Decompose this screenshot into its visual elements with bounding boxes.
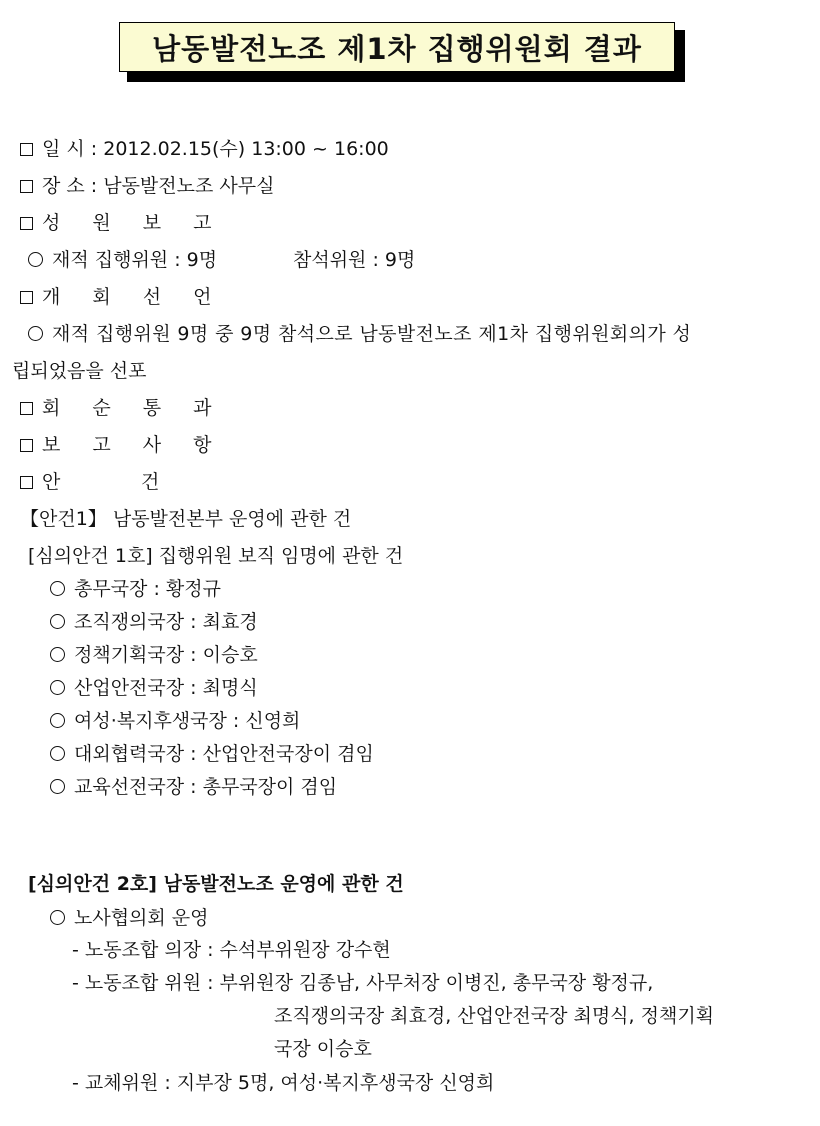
list-item-chair: - 노동조합 의장 : 수석부위원장 강수현	[72, 939, 391, 961]
line-items-heading-b: 건	[141, 471, 160, 493]
square-bullet-icon	[20, 476, 33, 489]
circle-bullet-icon	[28, 326, 43, 341]
circle-bullet-icon	[50, 614, 65, 629]
list-item-members-cont: 조직쟁의국장 최효경, 산업안전국장 최명식, 정책기획	[274, 1005, 715, 1027]
line-item-1: 【안건1】 남동발전본부 운영에 관한 건	[20, 508, 352, 530]
circle-bullet-icon	[50, 910, 65, 925]
line-opening-statement: 재적 집행위원 9명 중 9명 참석으로 남동발전노조 제1차 집행위원회의가 성	[28, 322, 691, 346]
line-deliberation-1: [심의안건 1호] 집행위원 보직 임명에 관한 건	[28, 545, 404, 567]
list-item-appointment: 여성·복지후생국장 : 신영희	[50, 709, 300, 733]
list-item-alternates: - 교체위원 : 지부장 5명, 여성·복지후생국장 신영희	[72, 1072, 495, 1094]
list-item-members: - 노동조합 위원 : 부위원장 김종남, 사무처장 이병진, 총무국장 황정규,	[72, 972, 654, 994]
list-item-appointment: 산업안전국장 : 최명식	[50, 676, 258, 700]
line-agenda-approval-heading: 회 순 통 과	[20, 396, 225, 420]
line-deliberation-2: [심의안건 2호] 남동발전노조 운영에 관한 건	[28, 873, 404, 895]
circle-bullet-icon	[50, 647, 65, 662]
square-bullet-icon	[20, 180, 33, 193]
line-items-heading: 안	[20, 470, 60, 494]
list-item-appointment: 정책기획국장 : 이승호	[50, 643, 258, 667]
list-item-appointment: 총무국장 : 황정규	[50, 577, 221, 601]
list-item-council: 노사협의회 운영	[50, 906, 209, 930]
square-bullet-icon	[20, 402, 33, 415]
line-quorum-count: 재적 집행위원 : 9명	[28, 248, 217, 272]
line-place: 장 소 : 남동발전노조 사무실	[20, 174, 274, 198]
line-opening-heading: 개 회 선 언	[20, 285, 225, 309]
page-title: 남동발전노조 제1차 집행위원회 결과	[119, 22, 675, 72]
circle-bullet-icon	[50, 713, 65, 728]
circle-bullet-icon	[50, 746, 65, 761]
line-reports-heading: 보 고 사 항	[20, 433, 225, 457]
list-item-members-cont: 국장 이승호	[274, 1038, 372, 1060]
square-bullet-icon	[20, 291, 33, 304]
circle-bullet-icon	[28, 252, 43, 267]
list-item-appointment: 대외협력국장 : 산업안전국장이 겸임	[50, 742, 374, 766]
line-attendance-count: 참석위원 : 9명	[293, 249, 416, 271]
title-banner	[119, 22, 686, 82]
list-item-appointment: 조직쟁의국장 : 최효경	[50, 610, 258, 634]
circle-bullet-icon	[50, 581, 65, 596]
square-bullet-icon	[20, 143, 33, 156]
square-bullet-icon	[20, 217, 33, 230]
square-bullet-icon	[20, 439, 33, 452]
line-datetime: 일 시 : 2012.02.15(수) 13:00 ~ 16:00	[20, 137, 389, 161]
line-quorum-heading: 성 원 보 고	[20, 211, 225, 235]
circle-bullet-icon	[50, 779, 65, 794]
circle-bullet-icon	[50, 680, 65, 695]
line-opening-statement-cont: 립되었음을 선포	[12, 360, 147, 382]
list-item-appointment: 교육선전국장 : 총무국장이 겸임	[50, 775, 337, 799]
